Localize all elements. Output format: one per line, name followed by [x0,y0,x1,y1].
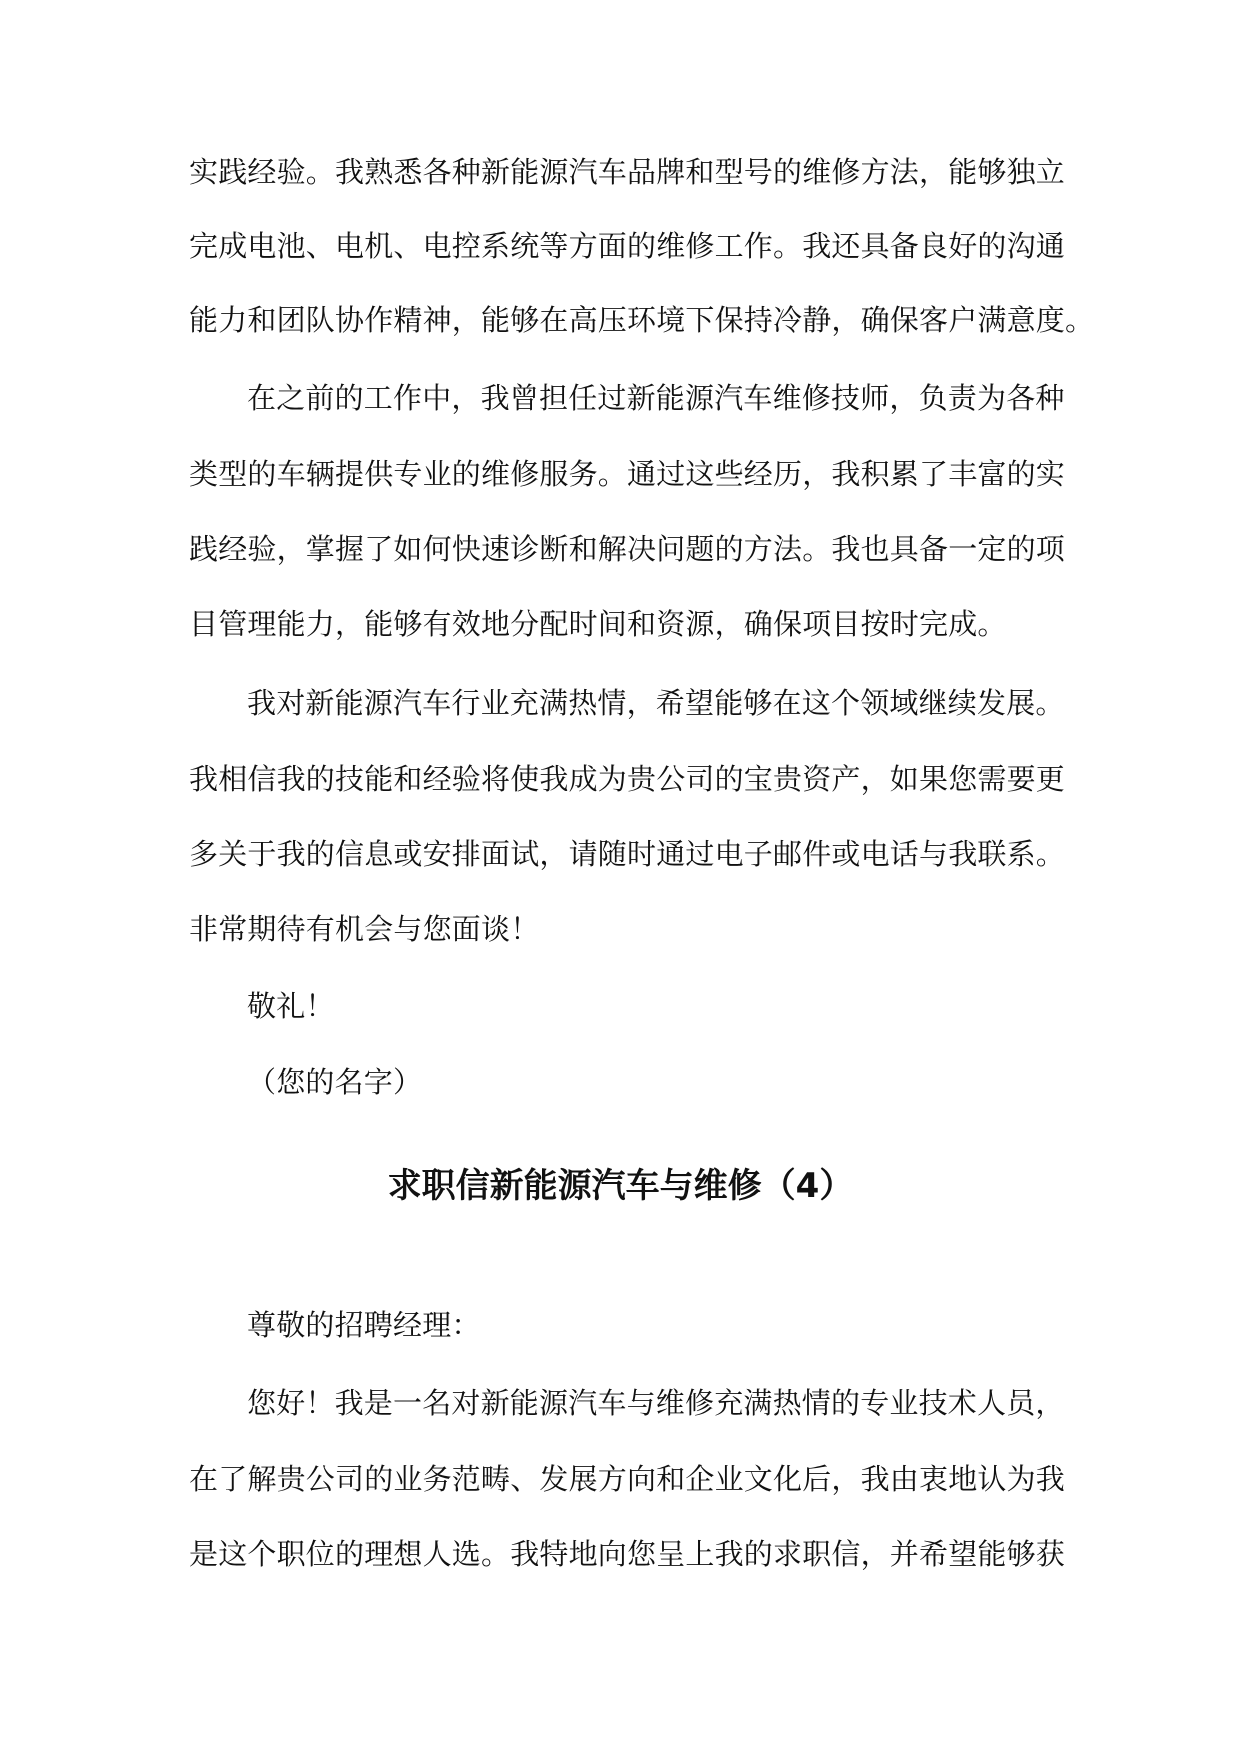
body-text-line: 在之前的工作中，我曾担任过新能源汽车维修技师，负责为各种 [247,381,1065,415]
salutation-text: 尊敬的招聘经理： [247,1308,481,1342]
body-text-line: 类型的车辆提供专业的维修服务。通过这些经历，我积累了丰富的实 [189,457,1066,491]
body-text-line: 目管理能力，能够有效地分配时间和资源，确保项目按时完成。 [189,607,1007,641]
closing-text: 敬礼！ [247,989,335,1023]
body-text-line: 非常期待有机会与您面谈！ [189,912,540,946]
signature-text: （您的名字） [247,1065,423,1099]
body-text-line: 我相信我的技能和经验将使我成为贵公司的宝贵资产，如果您需要更 [189,762,1066,796]
section-title: 求职信新能源汽车与维修（4） [387,1166,854,1206]
body-text-line: 实践经验。我熟悉各种新能源汽车品牌和型号的维修方法，能够独立 [189,155,1066,189]
body-text-line: 完成电池、电机、电控系统等方面的维修工作。我还具备良好的沟通 [189,229,1066,263]
body-text-line: 多关于我的信息或安排面试，请随时通过电子邮件或电话与我联系。 [189,837,1066,871]
body-text-line: 您好！我是一名对新能源汽车与维修充满热情的专业技术人员， [247,1386,1065,1420]
body-text-line: 是这个职位的理想人选。我特地向您呈上我的求职信，并希望能够获 [189,1537,1066,1571]
body-text-line: 能力和团队协作精神，能够在高压环境下保持冷静，确保客户满意度。 [189,303,1095,337]
body-text-line: 践经验，掌握了如何快速诊断和解决问题的方法。我也具备一定的项 [189,532,1066,566]
body-text-line: 我对新能源汽车行业充满热情，希望能够在这个领域继续发展。 [247,686,1065,720]
body-text-line: 在了解贵公司的业务范畴、发展方向和企业文化后，我由衷地认为我 [189,1462,1066,1496]
